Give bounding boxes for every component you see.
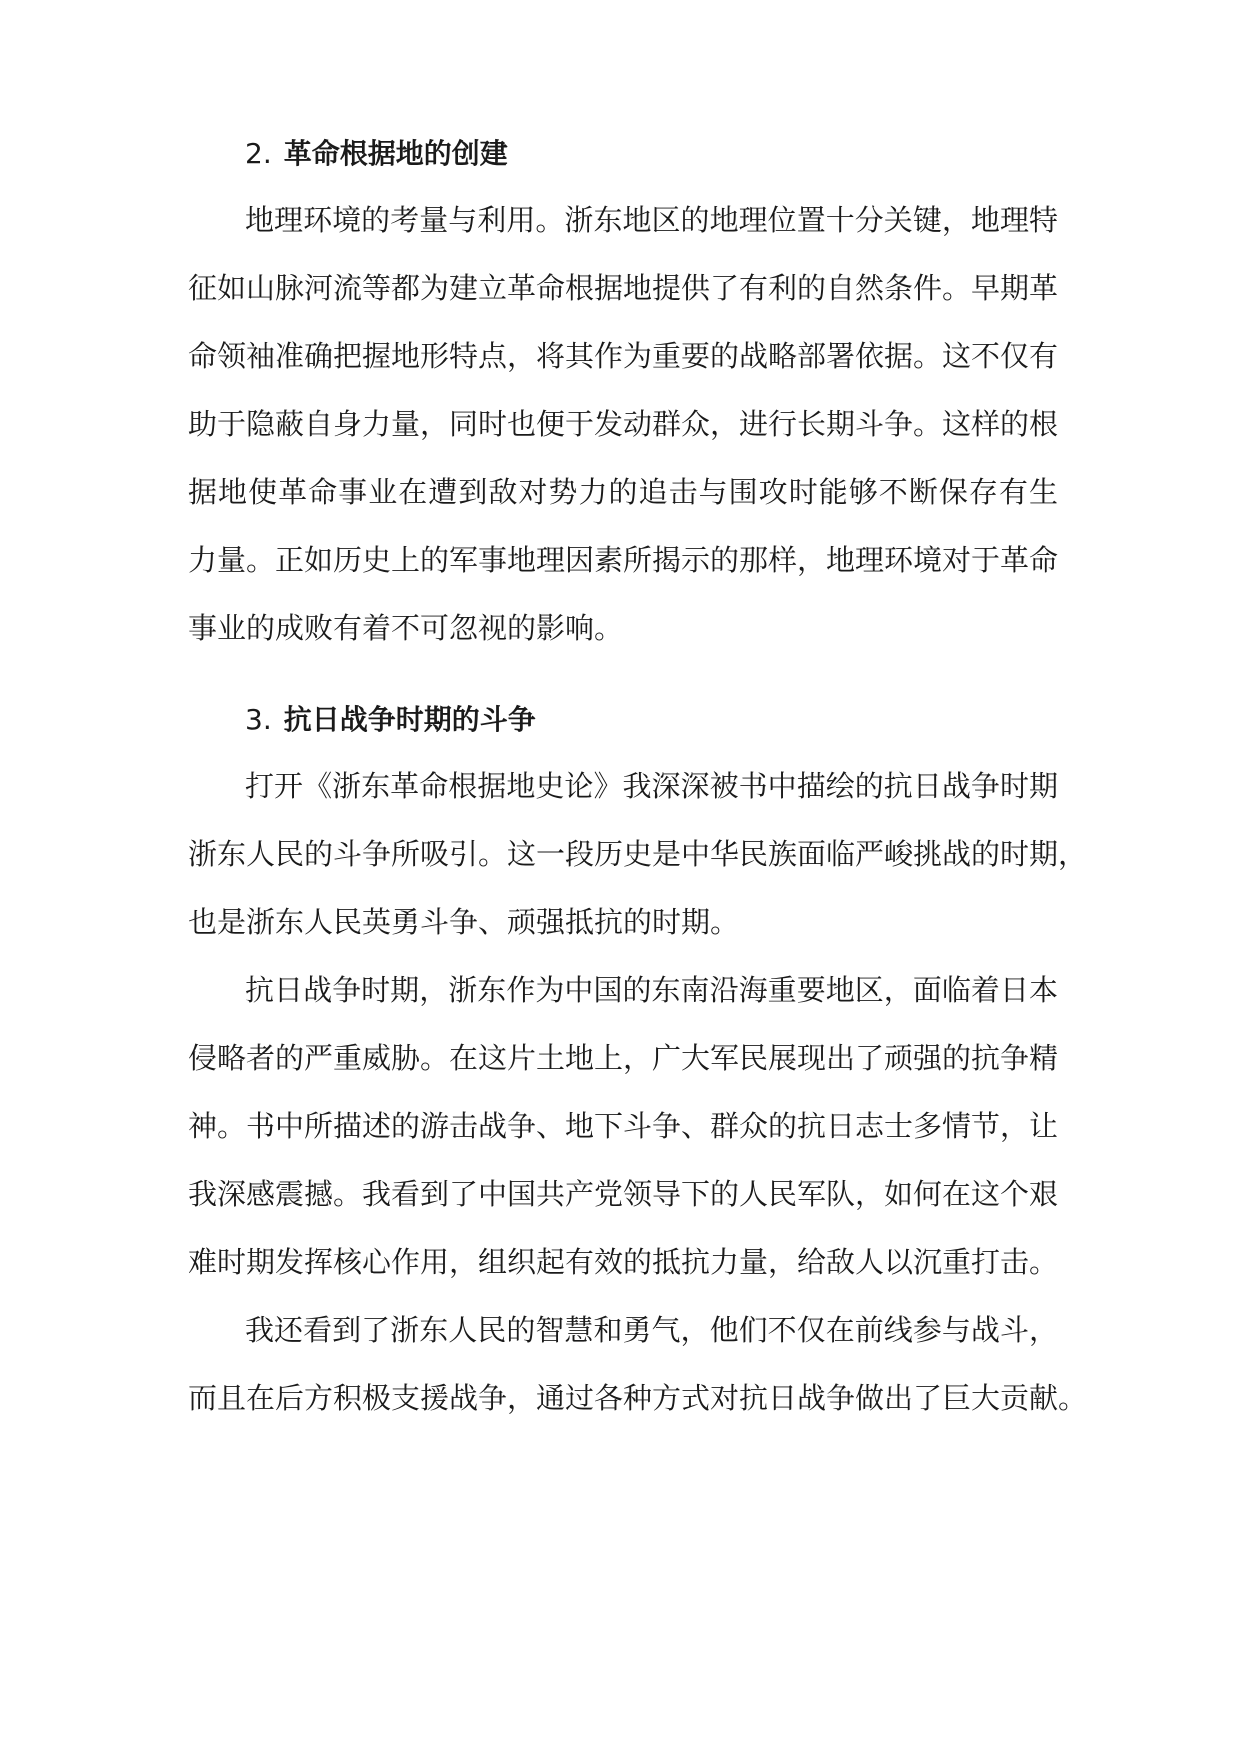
paragraph-line: 侵略者的严重威胁。在这片土地上，广大军民展现出了顽强的抗争精	[188, 1041, 1059, 1075]
paragraph-line: 我深感震撼。我看到了中国共产党领导下的人民军队，如何在这个艰	[188, 1177, 1059, 1211]
paragraph-line: 也是浙东人民英勇斗争、顽强抵抗的时期。	[188, 905, 740, 939]
paragraph-line: 难时期发挥核心作用，组织起有效的抵抗力量，给敌人以沉重打击。	[188, 1245, 1059, 1279]
section-title: 革命根据地的创建	[283, 137, 508, 170]
section-number: 3.	[245, 703, 272, 736]
paragraph-line: 地理环境的考量与利用。浙东地区的地理位置十分关键，地理特	[245, 203, 1058, 237]
paragraph-line: 打开《浙东革命根据地史论》我深深被书中描绘的抗日战争时期	[245, 769, 1058, 803]
paragraph-line: 事业的成败有着不可忽视的影响。	[188, 611, 624, 645]
section-heading	[245, 700, 536, 740]
paragraph-line: 助于隐蔽自身力量，同时也便于发动群众，进行长期斗争。这样的根	[188, 407, 1059, 441]
paragraph-line: 神。书中所描述的游击战争、地下斗争、群众的抗日志士多情节，让	[188, 1109, 1059, 1143]
paragraph-line: 征如山脉河流等都为建立革命根据地提供了有利的自然条件。早期革	[188, 271, 1059, 305]
section-title: 抗日战争时期的斗争	[283, 703, 536, 736]
section-heading	[245, 134, 508, 174]
section-number: 2.	[245, 137, 272, 170]
paragraph-line: 而且在后方积极支援战争，通过各种方式对抗日战争做出了巨大贡献。	[188, 1381, 1088, 1415]
paragraph-line: 我还看到了浙东人民的智慧和勇气，他们不仅在前线参与战斗，	[245, 1313, 1058, 1347]
paragraph-line: 力量。正如历史上的军事地理因素所揭示的那样，地理环境对于革命	[188, 543, 1059, 577]
paragraph-line: 抗日战争时期，浙东作为中国的东南沿海重要地区，面临着日本	[245, 973, 1058, 1007]
paragraph-line: 浙东人民的斗争所吸引。这一段历史是中华民族面临严峻挑战的时期，	[188, 837, 1088, 871]
paragraph-line: 命领袖准确把握地形特点，将其作为重要的战略部署依据。这不仅有	[188, 339, 1059, 373]
paragraph-line: 据地使革命事业在遭到敌对势力的追击与围攻时能够不断保存有生	[188, 475, 1058, 509]
